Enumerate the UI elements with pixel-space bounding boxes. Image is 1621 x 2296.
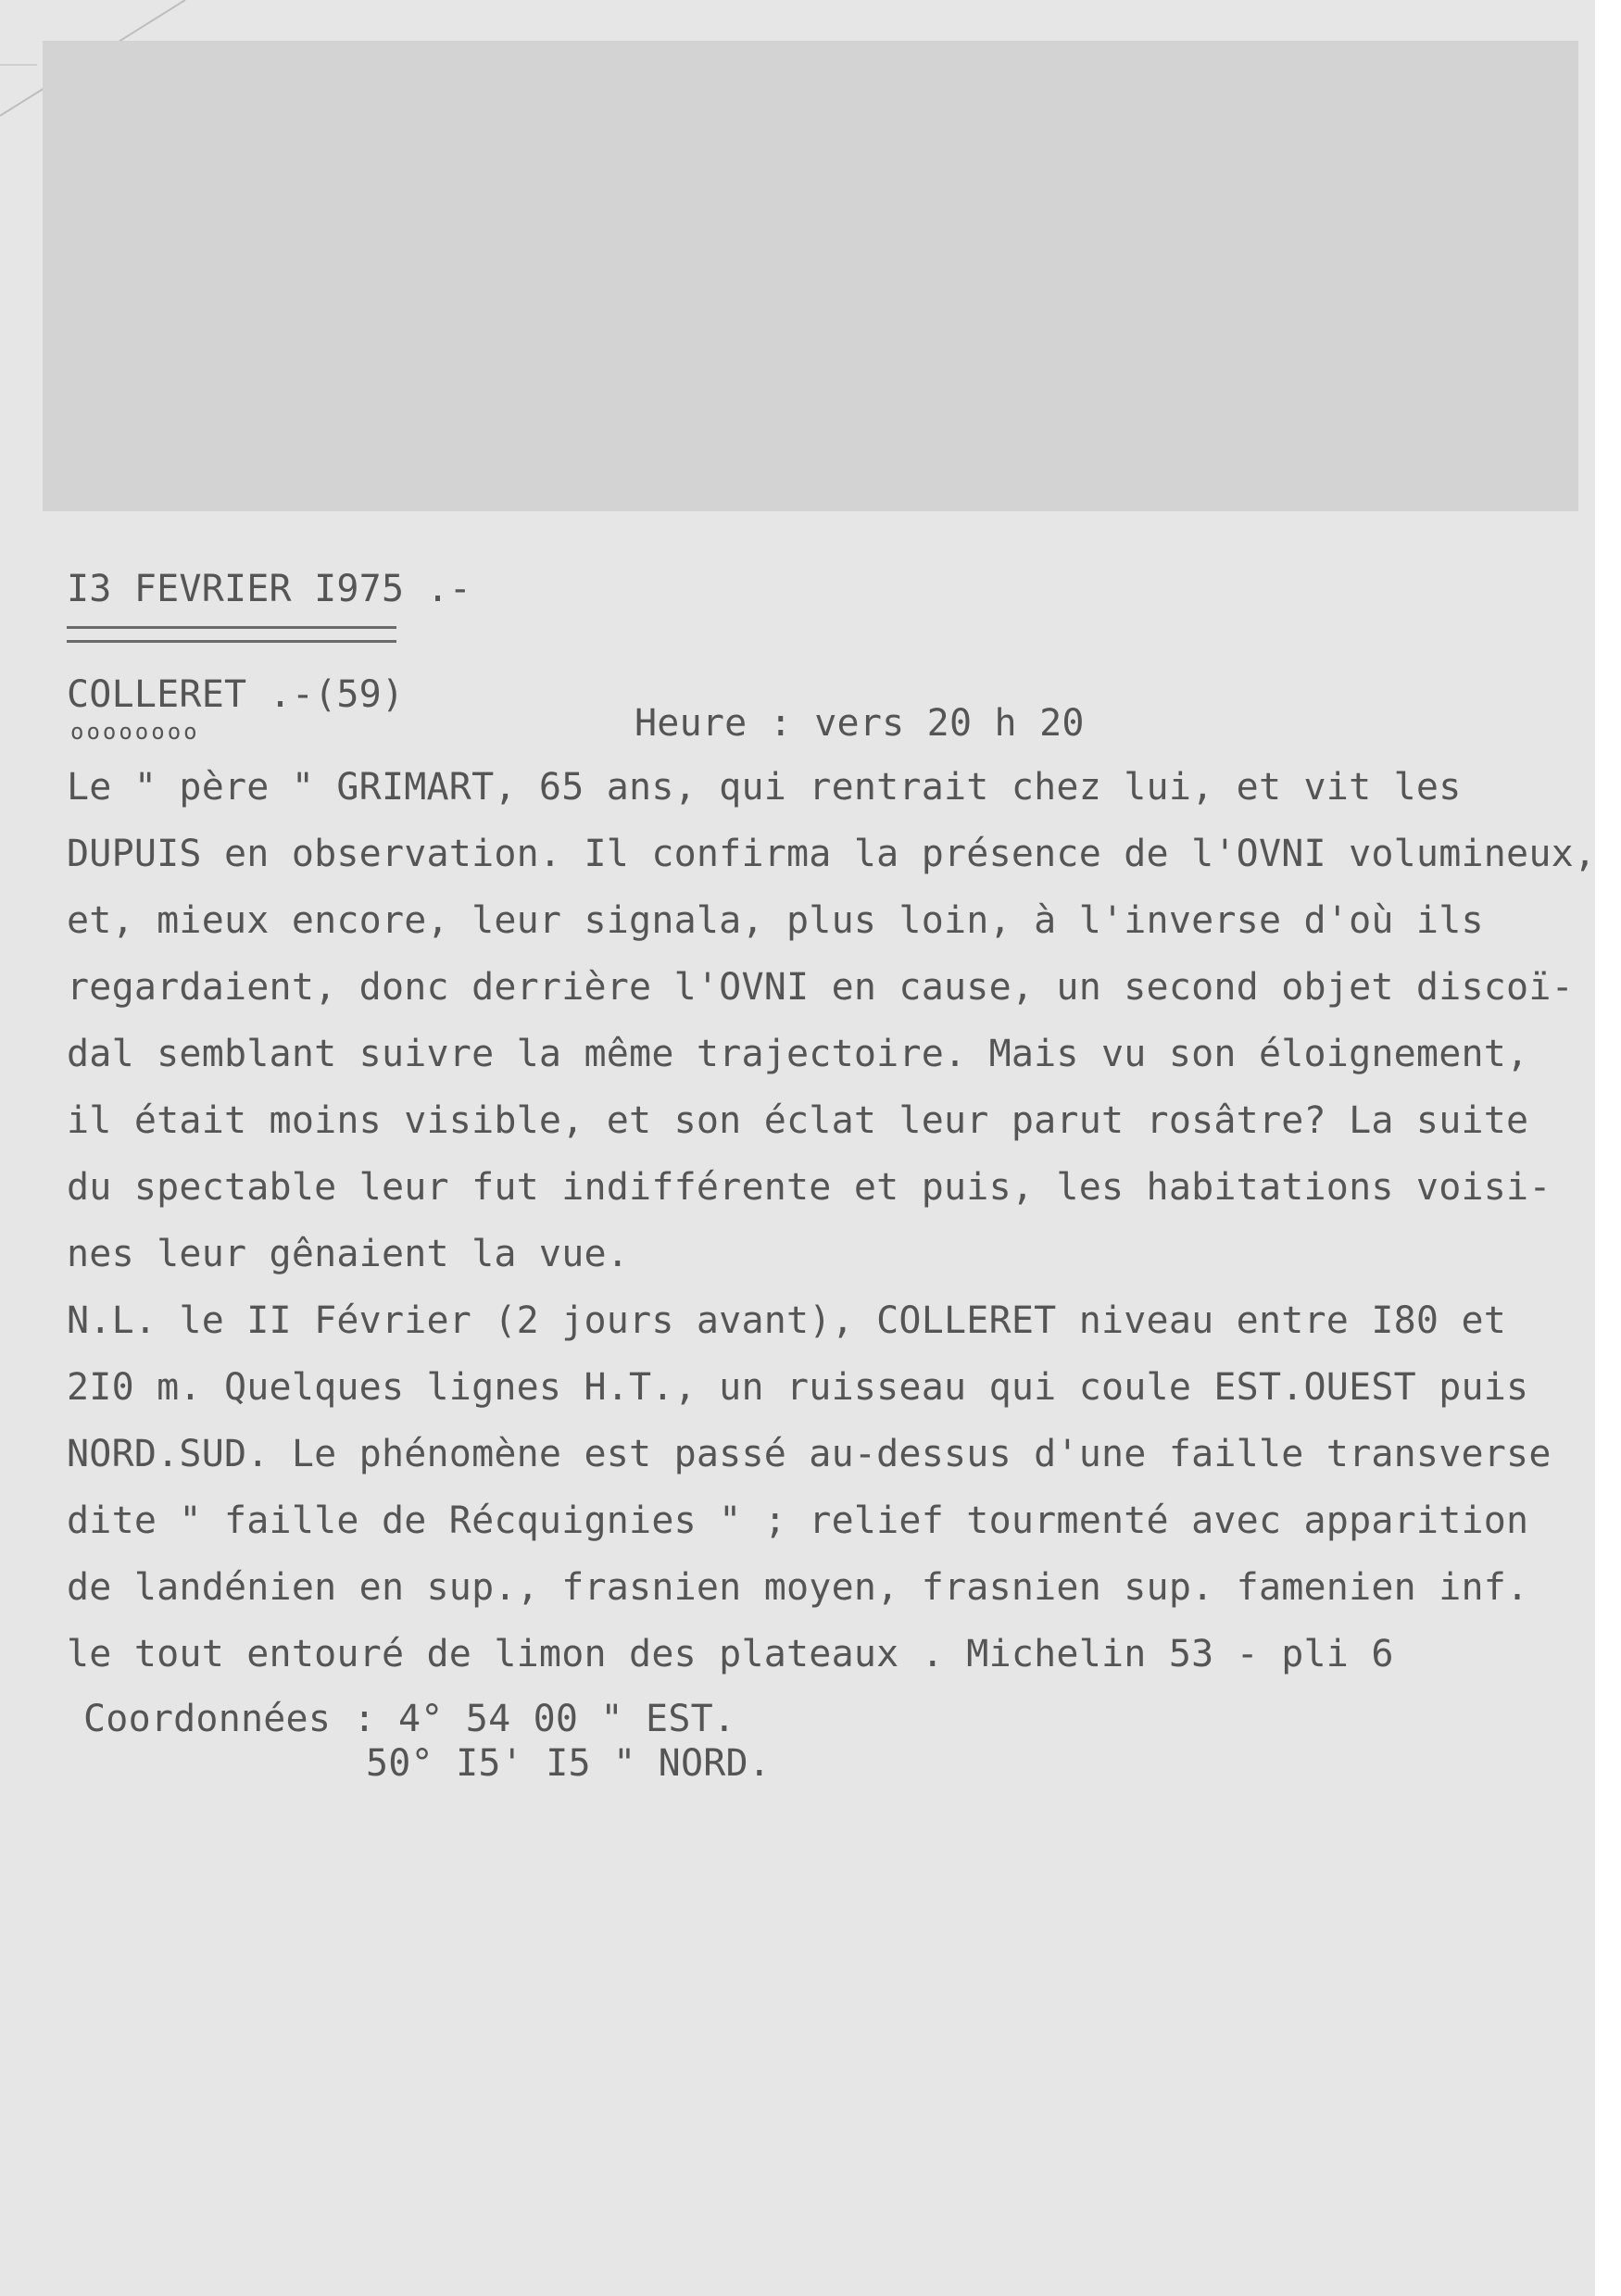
body-line: DUPUIS en observation. Il confirma la présence de l'OVNI volumineux,	[67, 833, 1597, 875]
body-line: dal semblant suivre la même trajectoire. Mais vu son éloignement,	[67, 1033, 1529, 1075]
body-line: le tout entouré de limon des plateaux . Michelin 53 - pli 6	[67, 1633, 1394, 1675]
report-time: Heure : vers 20 h 20	[635, 702, 1085, 745]
report-date: I3 FEVRIER I975 .-	[67, 568, 472, 610]
body-line: Le " père " GRIMART, 65 ans, qui rentrait chez lui, et vit les	[67, 766, 1462, 809]
body-line: et, mieux encore, leur signala, plus loin, à l'inverse d'où ils	[67, 899, 1484, 942]
body-line: nes leur gênaient la vue.	[67, 1233, 630, 1275]
body-line: il était moins visible, et son éclat leur parut rosâtre? La suite	[67, 1099, 1529, 1142]
body-line: NORD.SUD. Le phénomène est passé au-dessus d'une faille transverse	[67, 1433, 1552, 1475]
coordinates-east: Coordonnées : 4° 54 00 " EST.	[83, 1698, 736, 1740]
page-edge	[1595, 0, 1621, 2296]
coordinates-north: 50° I5' I5 " NORD.	[366, 1742, 772, 1785]
body-line: dite " faille de Récquignies " ; relief tourmenté avec apparition	[67, 1499, 1529, 1542]
body-line: du spectable leur fut indifférente et puis, les habitations voisi-	[67, 1166, 1552, 1209]
body-line: 2I0 m. Quelques lignes H.T., un ruisseau qui coule EST.OUEST puis	[67, 1366, 1529, 1409]
report-place: COLLERET .-(59)	[67, 673, 405, 716]
place-underline: oooooooo	[70, 719, 200, 745]
body-line: regardaient, donc derrière l'OVNI en cause, un second objet discoï-	[67, 966, 1574, 1009]
date-underline	[67, 626, 396, 643]
body-line: N.L. le II Février (2 jours avant), COLLERET niveau entre I80 et	[67, 1299, 1507, 1342]
body-line: de landénien en sup., frasnien moyen, frasnien sup. famenien inf.	[67, 1566, 1529, 1609]
redacted-block	[43, 41, 1578, 511]
